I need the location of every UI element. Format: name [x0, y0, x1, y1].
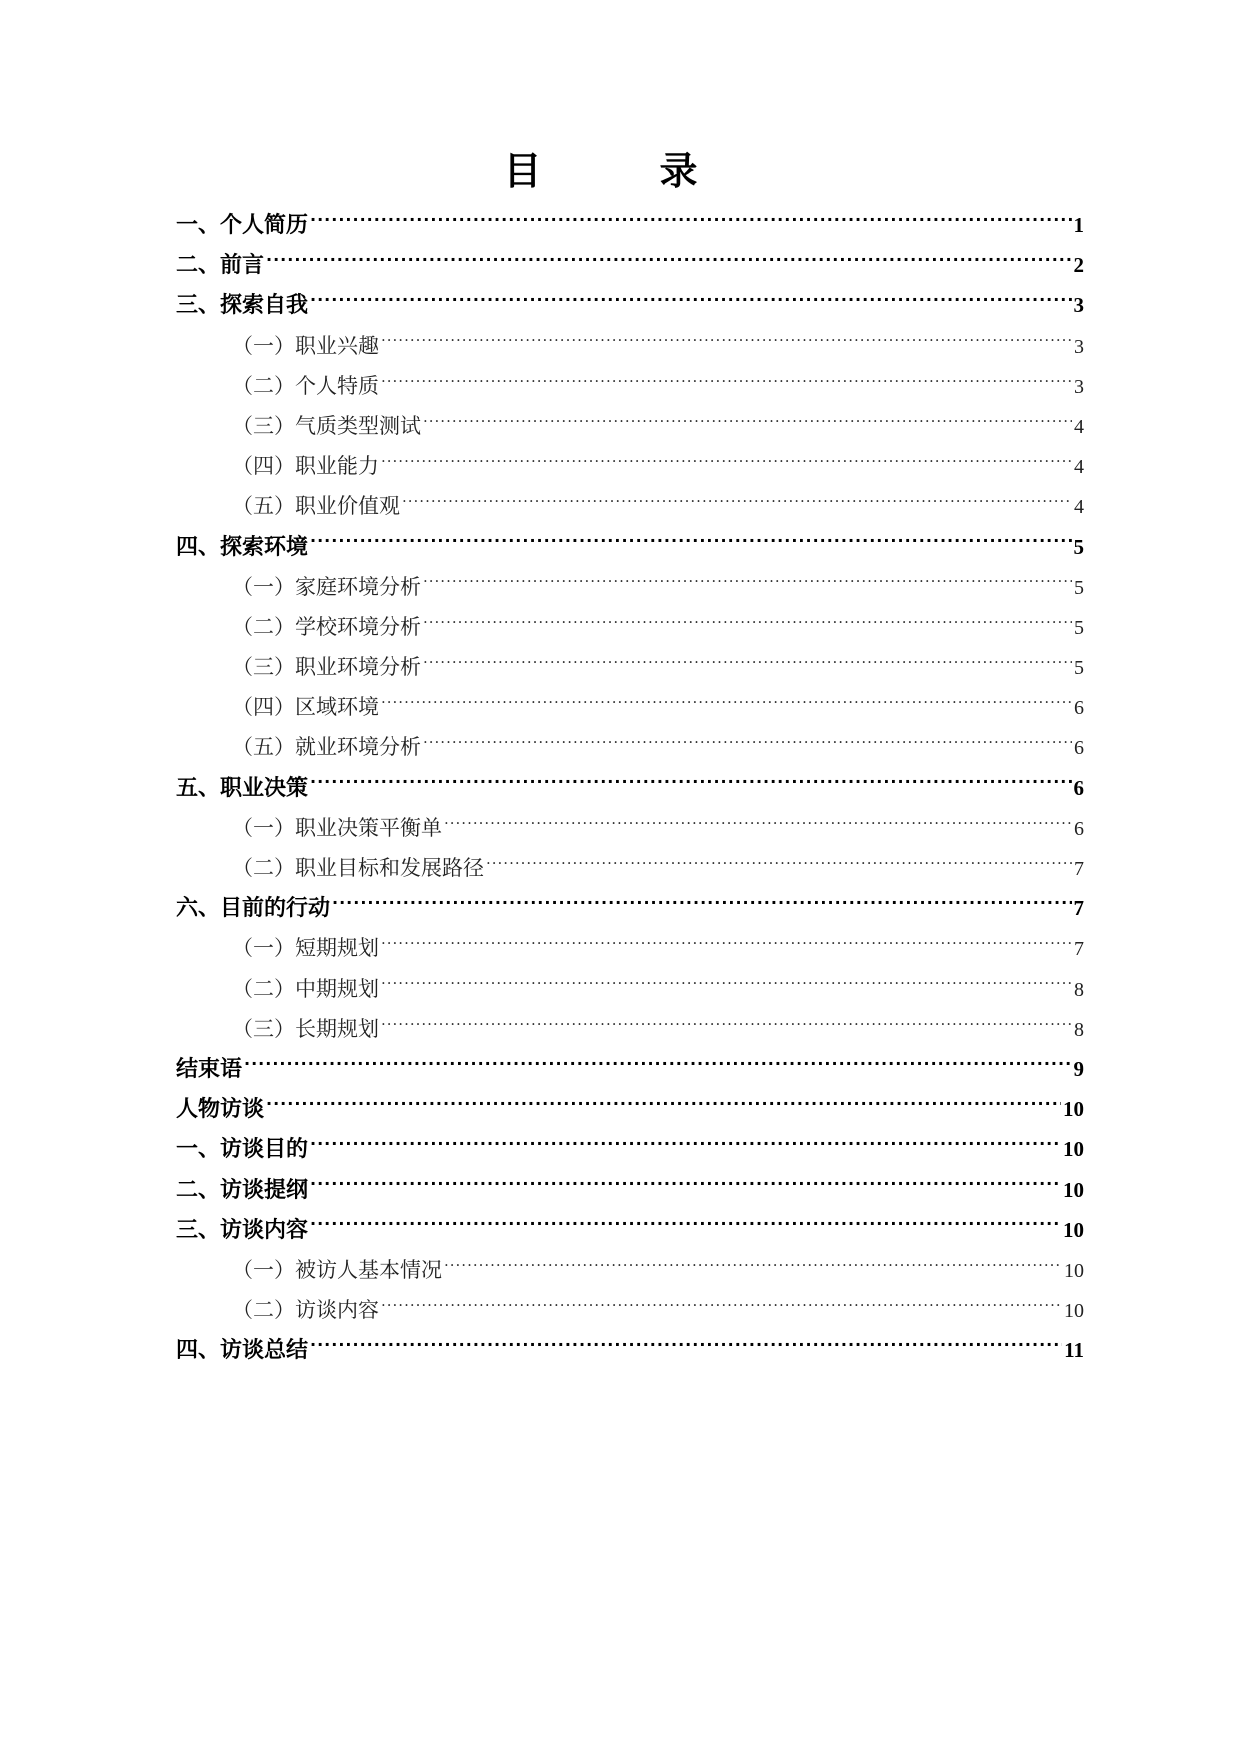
toc-entry[interactable]	[176, 1009, 1084, 1049]
toc-entry[interactable]	[176, 366, 1084, 406]
dot-leader	[381, 373, 1072, 393]
toc-page-number: 7	[1074, 938, 1084, 961]
toc-page-number: 8	[1074, 978, 1084, 1001]
toc-entry[interactable]	[176, 446, 1084, 486]
toc-page-number: 6	[1074, 697, 1084, 720]
toc-page-number: 2	[1073, 253, 1084, 278]
toc-page-number: 8	[1074, 1018, 1084, 1041]
toc-entry[interactable]	[176, 1210, 1084, 1250]
toc-entry[interactable]	[176, 1049, 1084, 1089]
toc-page-number: 6	[1074, 817, 1084, 840]
toc-page-number: 4	[1074, 415, 1084, 438]
toc-entry[interactable]	[176, 687, 1084, 727]
dot-leader	[423, 734, 1072, 754]
dot-leader	[381, 453, 1072, 473]
toc-entry-label: 四、探索环境	[176, 534, 309, 560]
toc-entry[interactable]	[176, 1290, 1084, 1330]
toc-entry[interactable]	[176, 1250, 1084, 1290]
toc-entry[interactable]	[176, 969, 1084, 1009]
toc-entry-label: 五、职业决策	[176, 775, 309, 801]
toc-entry-label: （四）区域环境	[232, 695, 379, 720]
toc-entry-label: 一、访谈目的	[176, 1137, 309, 1163]
toc-entry-label: （一）职业兴趣	[232, 333, 379, 358]
toc-page-number: 3	[1074, 375, 1084, 398]
toc-entry[interactable]	[176, 326, 1084, 366]
toc-entry[interactable]	[176, 727, 1084, 767]
dot-leader	[310, 534, 1071, 554]
toc-entry[interactable]	[176, 607, 1084, 647]
toc-entry[interactable]	[176, 527, 1084, 567]
toc-entry[interactable]	[176, 205, 1084, 245]
toc-entry-label: （三）职业环境分析	[232, 655, 421, 680]
toc-entry[interactable]	[176, 1089, 1084, 1129]
toc-entry-label: （二）学校环境分析	[232, 614, 421, 639]
toc-entry-label: 人物访谈	[176, 1097, 265, 1123]
toc-page-number: 10	[1063, 1217, 1084, 1242]
dot-leader	[244, 1056, 1071, 1076]
toc-page-number: 9	[1073, 1056, 1084, 1081]
toc-entry-label: 一、个人简历	[176, 213, 309, 238]
table-of-contents	[176, 205, 1084, 1370]
dot-leader	[381, 976, 1072, 996]
toc-entry[interactable]	[176, 285, 1084, 325]
toc-entry[interactable]	[176, 1330, 1084, 1370]
toc-entry-label: （四）职业能力	[232, 454, 379, 479]
dot-leader	[423, 574, 1072, 594]
toc-page-number: 6	[1074, 737, 1084, 760]
dot-leader	[310, 1177, 1061, 1197]
dot-leader	[266, 1096, 1061, 1116]
toc-entry[interactable]	[176, 406, 1084, 446]
toc-entry[interactable]	[176, 808, 1084, 848]
toc-page-number: 10	[1063, 1137, 1084, 1162]
dot-leader	[310, 212, 1071, 232]
dot-leader	[402, 493, 1072, 513]
toc-entry-label: （一）被访人基本情况	[232, 1257, 442, 1282]
dot-leader	[444, 815, 1072, 835]
toc-page-number: 3	[1073, 293, 1084, 318]
toc-entry[interactable]	[176, 848, 1084, 888]
dot-leader	[444, 1257, 1062, 1277]
toc-entry-label: （三）气质类型测试	[232, 413, 421, 438]
dot-leader	[381, 935, 1072, 955]
dot-leader	[310, 1217, 1061, 1237]
toc-page-number: 6	[1073, 775, 1084, 800]
dot-leader	[332, 895, 1071, 915]
toc-page-number: 10	[1063, 1097, 1084, 1122]
dot-leader	[423, 614, 1072, 634]
toc-entry-label: （二）职业目标和发展路径	[232, 856, 484, 880]
dot-leader	[381, 1297, 1062, 1317]
toc-page-number: 4	[1074, 456, 1084, 479]
toc-entry-label: 二、访谈提纲	[176, 1177, 309, 1203]
toc-page-number: 10	[1063, 1177, 1084, 1202]
toc-page-number: 10	[1064, 1259, 1084, 1282]
toc-entry[interactable]	[176, 768, 1084, 808]
dot-leader	[310, 292, 1071, 312]
toc-page-number: 5	[1073, 534, 1084, 559]
dot-leader	[423, 654, 1072, 674]
toc-entry-label: 三、访谈内容	[176, 1217, 309, 1243]
toc-entry[interactable]	[176, 486, 1084, 526]
toc-entry-label: （一）职业决策平衡单	[232, 815, 442, 840]
toc-entry[interactable]	[176, 567, 1084, 607]
toc-page-number: 7	[1074, 858, 1084, 880]
dot-leader	[310, 1136, 1061, 1156]
dot-leader	[381, 333, 1072, 353]
toc-entry[interactable]	[176, 647, 1084, 687]
toc-entry[interactable]	[176, 1170, 1084, 1210]
toc-page-number: 5	[1074, 576, 1084, 599]
toc-page-number: 5	[1074, 616, 1084, 639]
toc-entry-label: 结束语	[176, 1056, 243, 1082]
toc-entry[interactable]	[176, 1129, 1084, 1169]
toc-page-number: 1	[1073, 213, 1084, 237]
toc-entry-label: 六、目前的行动	[176, 896, 331, 922]
dot-leader	[266, 252, 1071, 272]
toc-page-number: 4	[1074, 496, 1084, 519]
toc-page-number: 10	[1064, 1300, 1084, 1323]
dot-leader	[381, 694, 1072, 714]
toc-page-number: 5	[1074, 657, 1084, 680]
page-title: 目 录	[503, 149, 738, 193]
toc-entry-label: （二）访谈内容	[232, 1298, 379, 1323]
dot-leader	[486, 855, 1072, 875]
toc-entry-label: （五）就业环境分析	[232, 735, 421, 760]
dot-leader	[310, 1337, 1062, 1357]
toc-entry-label: （二）中期规划	[232, 976, 379, 1001]
toc-entry-label: （一）短期规划	[232, 936, 379, 961]
dot-leader	[423, 413, 1072, 433]
toc-entry[interactable]	[176, 888, 1084, 928]
toc-entry-label: 三、探索自我	[176, 293, 309, 319]
toc-page-number: 11	[1064, 1338, 1084, 1363]
toc-entry[interactable]	[176, 245, 1084, 285]
dot-leader	[310, 775, 1071, 795]
dot-leader	[381, 1016, 1072, 1036]
toc-entry-label: （二）个人特质	[232, 373, 379, 398]
toc-page-number: 3	[1074, 335, 1084, 358]
toc-entry-label: 四、访谈总结	[176, 1338, 309, 1364]
toc-entry-label: （三）长期规划	[232, 1016, 379, 1041]
toc-entry[interactable]	[176, 928, 1084, 968]
toc-page-number: 7	[1073, 896, 1084, 921]
toc-entry-label: （一）家庭环境分析	[232, 574, 421, 599]
toc-entry-label: （五）职业价值观	[232, 494, 400, 519]
toc-entry-label: 二、前言	[176, 253, 265, 279]
